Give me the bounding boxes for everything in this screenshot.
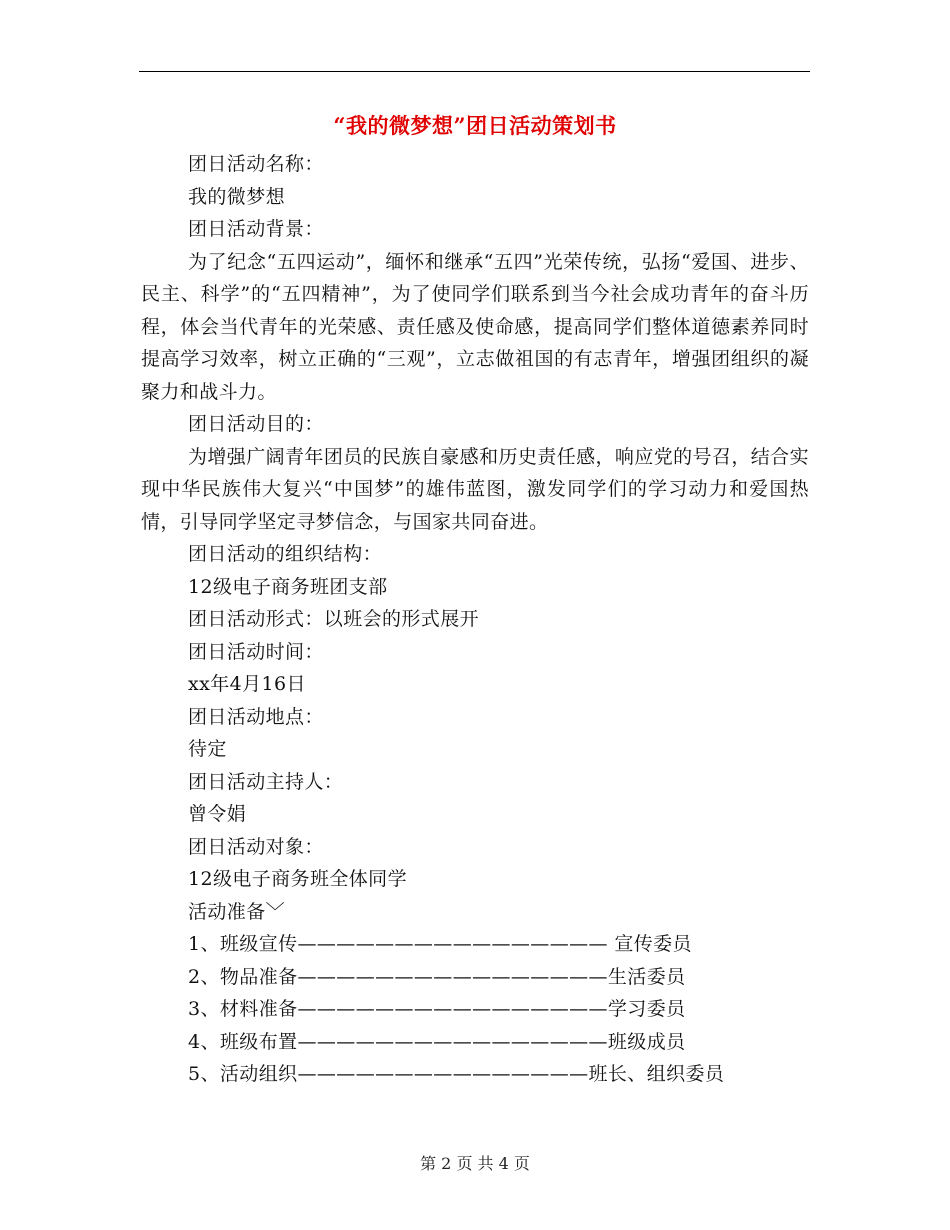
preparation-item: 2、物品准备————————————————生活委员	[188, 965, 686, 988]
purpose-paragraph: 为增强广阔青年团员的民族自豪感和历史责任感，响应党的号召，结合实现中华民族伟大复兴“中国梦”的雄伟蓝图，激发同学们的学习动力和爱国热情，引导同学坚定寻梦信念，与国家共同奋进。	[141, 445, 809, 533]
background-paragraph: 为了纪念“五四运动”，缅怀和继承“五四”光荣传统，弘扬“爱国、进步、民主、科学”的“五四精神”，为了使同学们联系到当今社会成功青年的奋斗历程，体会当代青年的光荣感、责任感及使命感，提高同学们整体道德素养同时提高学习效率，树立正确的“三观”，立志做祖国的有志青年，增强团组织的凝聚力和战斗力。	[141, 250, 809, 403]
preparation-item: 5、活动组织———————————————班长、组织委员	[188, 1063, 725, 1085]
preparation-item: 1、班级宣传———————————————— 宣传委员	[188, 933, 692, 955]
header-rule	[139, 71, 810, 72]
background-label: 团日活动背景：	[188, 218, 324, 240]
preparation-label: 活动准备﹀	[188, 900, 286, 923]
activity-time-value: xx年4月16日	[188, 673, 306, 695]
host-value: 曾令娟	[188, 803, 247, 825]
purpose-label: 团日活动目的：	[188, 413, 324, 435]
organization-label: 团日活动的组织结构：	[188, 543, 383, 565]
organization-value: 12级电子商务班团支部	[188, 575, 388, 598]
document-body	[141, 148, 809, 1091]
document-title: “我的微梦想”团日活动策划书	[333, 113, 617, 138]
activity-place-label: 团日活动地点：	[188, 705, 324, 728]
preparation-item: 4、班级布置————————————————班级成员	[188, 1030, 686, 1053]
activity-name-value: 我的微梦想	[188, 185, 286, 208]
host-label: 团日活动主持人：	[188, 770, 344, 793]
activity-form-line: 团日活动形式：以班会的形式展开	[188, 608, 480, 630]
activity-name-label: 团日活动名称：	[188, 153, 324, 175]
audience-value: 12级电子商务班全体同学	[188, 868, 407, 890]
activity-time-label: 团日活动时间：	[188, 640, 324, 663]
page-number-footer: 第 2 页 共 4 页	[420, 1154, 530, 1173]
audience-label: 团日活动对象：	[188, 835, 324, 858]
activity-place-value: 待定	[188, 738, 227, 760]
preparation-item: 3、材料准备————————————————学习委员	[188, 998, 686, 1020]
